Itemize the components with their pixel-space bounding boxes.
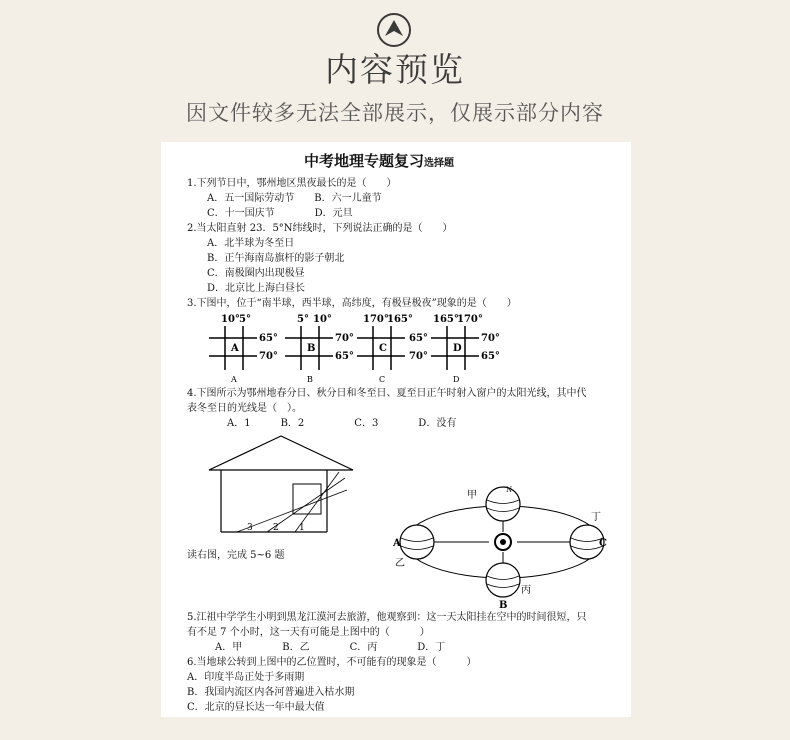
doc-line: C．北京的昼长达一年中最大值 [187, 702, 325, 713]
grid-a [209, 314, 278, 384]
earth-orbit-figure [393, 480, 609, 610]
ray-label: 2 [273, 523, 279, 533]
up-arrow-circle-icon [376, 12, 412, 48]
doc-line: 4.下图所示为鄂州地春分日、秋分日和冬至日、夏至日正午时射入窗户的太阳光线，其中代 [187, 388, 587, 399]
doc-line: A．甲 B．乙 C．丙 D．丁 [215, 642, 446, 653]
grid-option-label: D [453, 375, 460, 384]
grid-letter: B [307, 343, 316, 354]
doc-line: B．正午海南岛旗杆的影子朝北 [207, 253, 345, 264]
ray-label: 3 [247, 523, 253, 533]
doc-line: A．五一国际劳动节 B．六一儿童节 [207, 193, 382, 204]
label-ding: 丁 [591, 512, 601, 523]
grid-letter: A [231, 343, 239, 354]
grid-right-label: 65° [259, 333, 278, 344]
grid-top-label: 170° [457, 314, 483, 325]
grid-option-label: B [307, 375, 313, 384]
doc-title-suffix: 选择题 [424, 158, 455, 169]
doc-line: 6.当地球公转到上图中的乙位置时，不可能有的现象是（ ） [187, 657, 477, 668]
grid-top-label: 165° [387, 314, 413, 325]
grid-c [357, 314, 428, 384]
label-jia: 甲 [467, 490, 477, 501]
earth-yi [400, 525, 434, 559]
doc-line: 5.江祖中学学生小明到黑龙江漠河去旅游，他观察到：这一天太阳挂在空中的时间很短，只 [187, 612, 587, 623]
label-c: C [599, 538, 607, 549]
doc-line: 1.下列节日中，鄂州地区黑夜最长的是（ ） [187, 178, 397, 189]
grid-top-label: 5° [297, 314, 309, 325]
grid-d [431, 314, 500, 384]
doc-line: 读右图，完成 5~6 题 [187, 550, 285, 561]
grid-option-label: C [379, 375, 386, 384]
grid-right-label: 65° [409, 333, 428, 344]
grid-right-label: 70° [409, 351, 428, 362]
doc-line: 2.当太阳直射 23．5°N纬线时，下列说法正确的是（ ） [187, 223, 453, 234]
label-b: B [499, 600, 508, 610]
label-n: N [506, 486, 513, 494]
grid-right-label: 70° [259, 351, 278, 362]
grid-letter: C [379, 343, 387, 354]
ray-label: 1 [299, 523, 305, 533]
page-title: 内容预览 [325, 50, 465, 89]
doc-line: A．1 B．2 C．3 D．没有 [227, 418, 457, 429]
grid-right-label: 70° [335, 333, 354, 344]
grid-top-label: 165° [433, 314, 459, 325]
grid-top-label: 10° [221, 314, 240, 325]
page-subtitle: 因文件较多无法全部展示，仅展示部分内容 [186, 101, 604, 125]
house-sunlight-figure [207, 432, 357, 536]
doc-line: 3.下图中，位于“南半球，西半球，高纬度，有极昼极夜”现象的是（ ） [187, 298, 517, 309]
label-yi: 乙 [395, 558, 405, 569]
doc-line: B．我国内流区内各河普遍进入枯水期 [187, 687, 355, 698]
grid-right-label: 65° [481, 351, 500, 362]
earth-jia [486, 487, 520, 521]
grid-letter: D [453, 343, 462, 354]
doc-line: D．北京比上海白昼长 [207, 283, 306, 294]
grid-top-label: 5° [239, 314, 251, 325]
label-bing: 丙 [521, 585, 531, 596]
doc-line: 有不足 7 个小时，这一天有可能是上图中的（ ） [187, 627, 430, 638]
doc-line: C．十一国庆节 D．元旦 [207, 208, 353, 219]
doc-line: 表冬至日的光线是（ ）。 [187, 403, 302, 414]
doc-title: 中考地理专题复习选择题 [304, 152, 455, 170]
earth-bing [486, 563, 520, 597]
grid-option-label: A [231, 375, 237, 384]
grid-right-label: 65° [335, 351, 354, 362]
grid-right-label: 70° [481, 333, 500, 344]
doc-line: A．北半球为冬至日 [207, 238, 295, 249]
latitude-grid-figure [201, 312, 501, 386]
label-a: A [393, 538, 401, 549]
doc-line: C．南极圈内出现极昼 [207, 268, 305, 279]
grid-top-label: 10° [313, 314, 332, 325]
doc-line: A．印度半岛正处于多雨期 [187, 672, 305, 683]
grid-b [285, 314, 354, 384]
document-preview [161, 142, 631, 717]
grid-top-label: 170° [363, 314, 389, 325]
